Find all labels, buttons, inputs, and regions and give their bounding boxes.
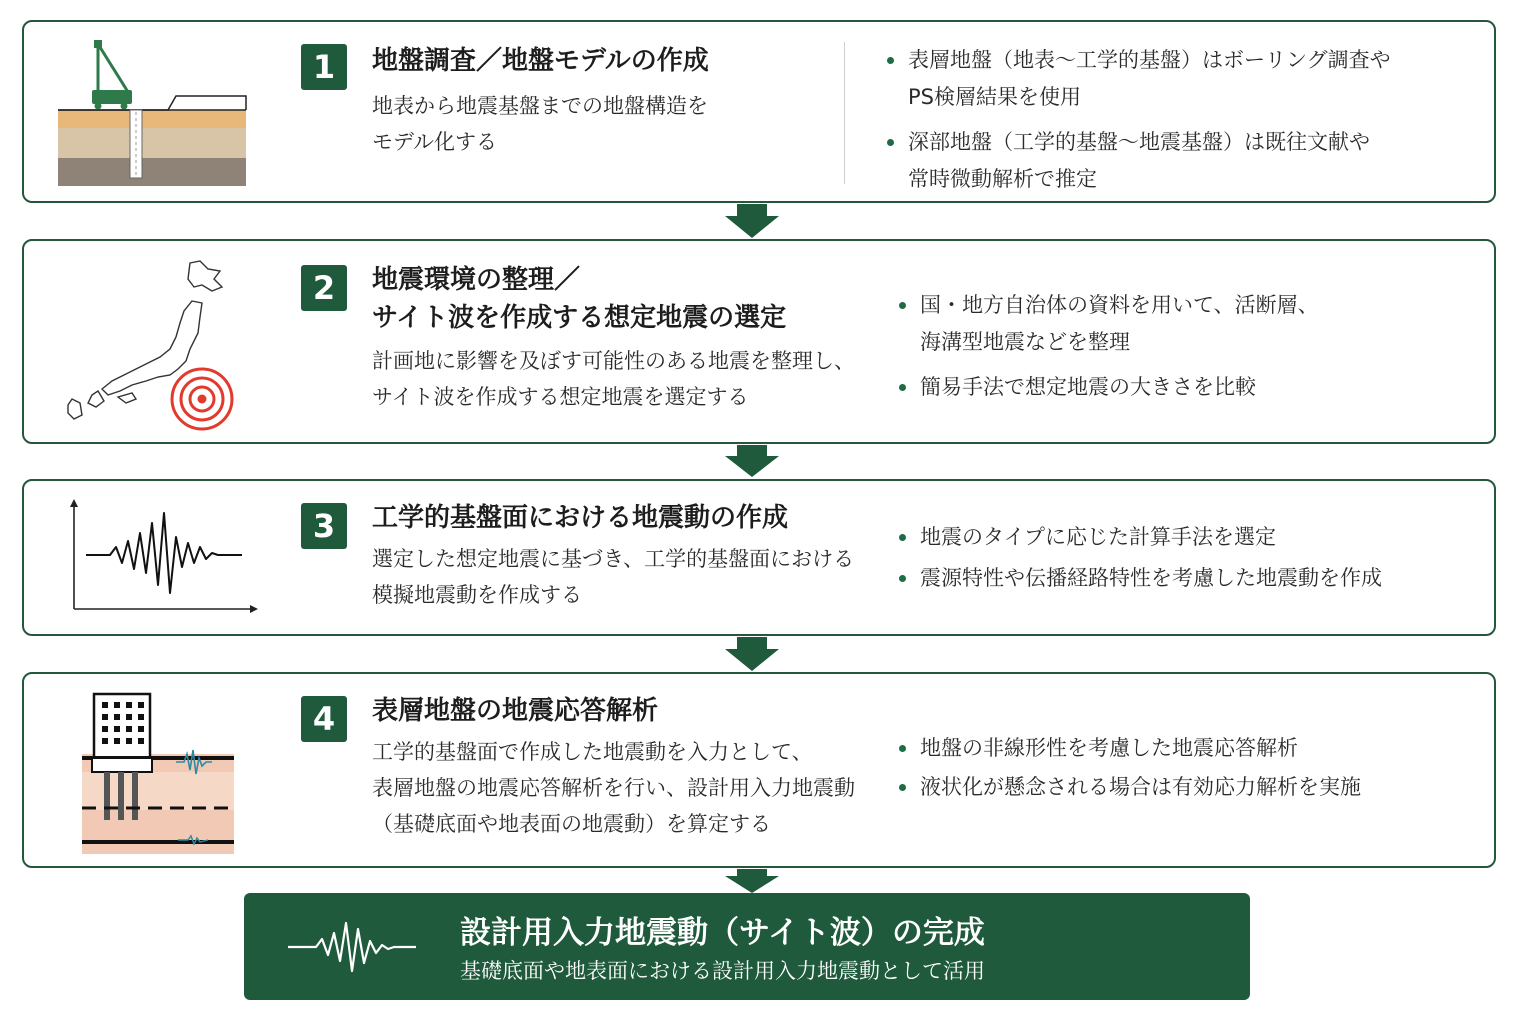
step-title-line: 表層地盤の地震応答解析 [372,696,659,726]
description-line: （基礎底面や地表面の地震動）を算定する [372,812,771,836]
bullet-item [884,42,1391,116]
description-line: 工学的基盤面で作成した地震動を入力として、 [372,740,813,764]
step-title-line: 工学的基盤面における地震動の作成 [372,503,789,533]
bullet-text: 深部地盤（工学的基盤〜地震基盤）は既往文献や [908,130,1370,154]
bullet-text: 液状化が懸念される場合は有効応力解析を実施 [920,775,1361,799]
waveform-icon [286,913,418,981]
bullet-text: 地震のタイプに応じた計算手法を選定 [920,525,1276,549]
bullet-text: 簡易手法で想定地震の大きさを比較 [920,375,1256,399]
arrow-down-icon [725,637,779,671]
bullet-text: PS検層結果を使用 [908,85,1081,109]
step-description [372,734,855,842]
result-banner [244,893,1250,1000]
section-divider [844,42,845,184]
drilling-rig-soil-layers-icon [58,38,250,188]
bullet-list [896,519,1382,597]
step-number: 2 [301,265,347,311]
bullet-text: 海溝型地震などを整理 [920,330,1130,354]
description-line: 計画地に影響を及ぼす可能性のある地震を整理し、 [372,349,855,373]
seismic-waveform-graph-icon [64,497,260,617]
step-title-line: サイト波を作成する想定地震の選定 [372,303,787,333]
bullet-text: 国・地方自治体の資料を用いて、活断層、 [920,293,1319,317]
step-description [372,541,854,613]
arrow-down-icon [725,869,779,893]
step-title-line: 地震環境の整理／ [372,265,581,295]
step-description [372,88,708,160]
building-on-piles-icon [82,688,238,860]
step-description [372,343,855,415]
step-number: 4 [301,696,347,742]
bullet-text: 常時微動解析で推定 [908,167,1097,191]
step-1-panel [22,20,1496,203]
step-title [372,261,786,337]
description-line: 地表から地震基盤までの地盤構造を [372,94,708,118]
bullet-item [896,287,1319,361]
step-title-line: 地盤調査／地盤モデルの作成 [372,46,709,76]
bullet-list [896,730,1361,806]
bullet-text: 表層地盤（地表〜工学的基盤）はボーリング調査や [908,48,1391,72]
bullet-text: 震源特性や伝播経路特性を考慮した地震動を作成 [920,566,1382,590]
step-title [372,499,788,537]
bullet-item [896,769,1361,806]
bullet-item [884,124,1391,198]
step-3-panel [22,479,1496,636]
bullet-text: 地盤の非線形性を考慮した地震応答解析 [920,736,1298,760]
description-line: 模擬地震動を作成する [372,583,582,607]
step-number: 1 [301,44,347,90]
step-title [372,42,709,80]
step-2-panel [22,239,1496,444]
result-title: 設計用入力地震動（サイト波）の完成 [460,915,985,951]
bullet-item [896,730,1361,767]
bullet-list [884,42,1391,198]
bullet-item [896,560,1382,597]
step-title [372,692,658,730]
arrow-down-icon [725,204,779,238]
bullet-item [896,369,1319,406]
description-line: モデル化する [372,130,497,154]
description-line: 選定した想定地震に基づき、工学的基盤面における [372,547,855,571]
description-line: 表層地盤の地震応答解析を行い、設計用入力地震動 [372,776,855,800]
japan-map-epicenter-icon [62,257,242,437]
bullet-list [896,287,1319,406]
bullet-item [896,519,1382,556]
step-number: 3 [301,503,347,549]
result-subtitle: 基礎底面や地表面における設計用入力地震動として活用 [460,959,985,983]
step-4-panel [22,672,1496,868]
description-line: サイト波を作成する想定地震を選定する [372,385,749,409]
arrow-down-icon [725,445,779,477]
